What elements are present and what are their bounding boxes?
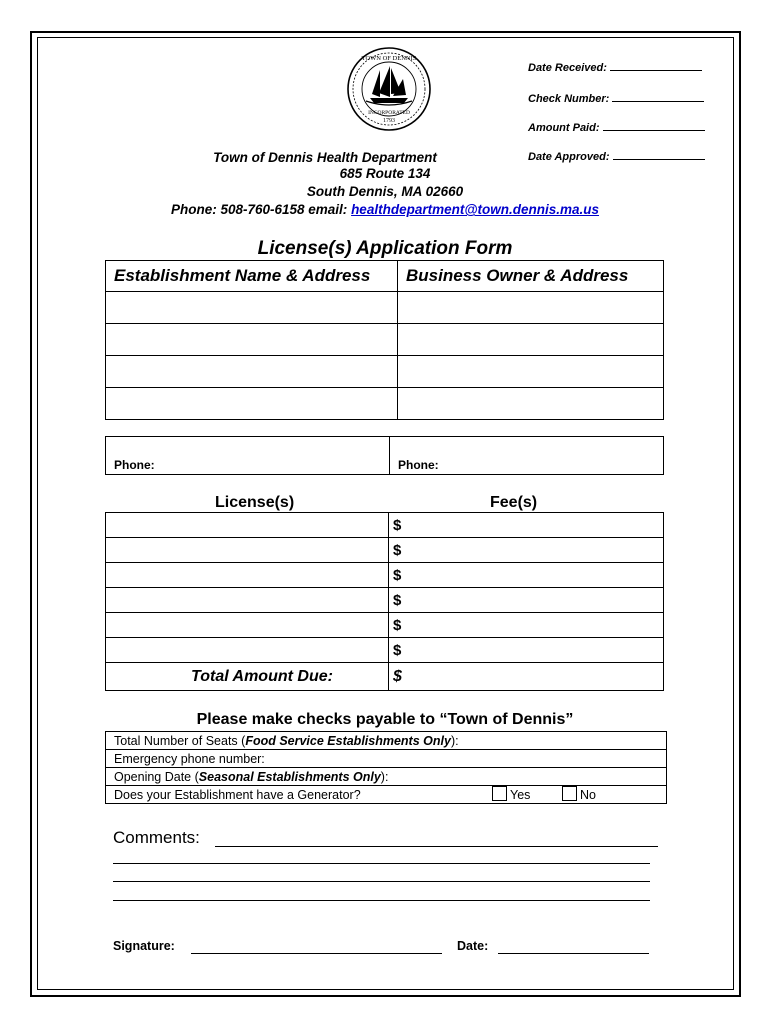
date-label: Date: (457, 939, 489, 953)
table-row (106, 324, 664, 356)
table-row (106, 638, 664, 663)
establishment-phone-field[interactable]: Phone: (106, 437, 390, 475)
generator-no-checkbox[interactable] (562, 786, 577, 801)
comments-line[interactable] (215, 846, 658, 847)
date-received-blank[interactable] (610, 60, 702, 71)
seal-legend-top: TOWN OF DENNIS (361, 55, 417, 62)
date-received-label: Date Received: (528, 62, 607, 74)
table-row (106, 513, 664, 538)
generator-yes-label: Yes (510, 788, 531, 802)
town-seal-logo (346, 46, 432, 132)
seats-qualifier: Food Service Establishments Only (245, 733, 451, 748)
table-row (106, 356, 664, 388)
license-field[interactable] (106, 538, 389, 563)
emergency-phone-row[interactable] (106, 750, 667, 768)
seal-year: 1793 (383, 118, 395, 124)
comments-line[interactable] (113, 900, 650, 901)
generator-no-label: No (580, 788, 596, 802)
table-row (106, 292, 664, 324)
generator-row (106, 786, 667, 804)
license-field[interactable] (106, 588, 389, 613)
owner-phone-field[interactable]: Phone: (390, 437, 664, 475)
licenses-header: License(s) (215, 494, 295, 511)
total-amount-field[interactable]: $ (389, 663, 664, 691)
fee-field[interactable]: $ (389, 638, 664, 663)
establishment-owner-table (105, 260, 664, 420)
date-line[interactable] (498, 953, 649, 954)
license-field[interactable] (106, 613, 389, 638)
check-number-row (528, 91, 704, 105)
establishment-field[interactable] (106, 356, 398, 388)
comments-line[interactable] (113, 863, 650, 864)
table-row (106, 563, 664, 588)
table-row (106, 388, 664, 420)
establishment-field[interactable] (106, 388, 398, 420)
signature-label: Signature: (113, 939, 175, 953)
owner-field[interactable] (398, 388, 664, 420)
license-field[interactable] (106, 638, 389, 663)
table-row (106, 588, 664, 613)
generator-yes-checkbox[interactable] (492, 786, 507, 801)
department-street: 685 Route 134 (339, 166, 431, 181)
generator-question: Does your Establishment have a Generator? (114, 788, 361, 802)
fee-field[interactable]: $ (389, 513, 664, 538)
owner-field[interactable] (398, 292, 664, 324)
seats-suffix: ): (450, 733, 459, 748)
opening-date-qualifier: Seasonal Establishments Only (198, 769, 381, 784)
comments-label: Comments: (113, 828, 200, 847)
email-link[interactable]: healthdepartment@town.dennis.ma.us (351, 202, 600, 217)
establishment-info-table (105, 731, 667, 804)
opening-date-label: Opening Date ( (114, 769, 199, 784)
table-header-row (106, 261, 664, 292)
establishment-field[interactable] (106, 324, 398, 356)
phone-table (105, 436, 664, 475)
total-row (106, 663, 664, 691)
seats-row[interactable] (106, 732, 667, 750)
amount-paid-row (528, 120, 705, 134)
seats-label: Total Number of Seats ( (114, 733, 246, 748)
fee-field[interactable]: $ (389, 538, 664, 563)
fee-field[interactable]: $ (389, 588, 664, 613)
fees-header: Fee(s) (490, 494, 538, 511)
amount-paid-blank[interactable] (603, 120, 705, 131)
fee-field[interactable]: $ (389, 563, 664, 588)
department-name: Town of Dennis Health Department (213, 150, 437, 165)
comments-line[interactable] (113, 881, 650, 882)
form-title: License(s) Application Form (257, 238, 513, 259)
establishment-header: Establishment Name & Address (106, 261, 398, 292)
emergency-phone-label: Emergency phone number: (106, 750, 667, 768)
signature-line[interactable] (191, 953, 442, 954)
establishment-field[interactable] (106, 292, 398, 324)
check-number-label: Check Number: (528, 93, 610, 105)
license-field[interactable] (106, 513, 389, 538)
opening-date-row[interactable] (106, 768, 667, 786)
department-city: South Dennis, MA 02660 (306, 184, 464, 199)
license-field[interactable] (106, 563, 389, 588)
date-approved-label: Date Approved: (528, 151, 610, 163)
phone-email-label: Phone: 508-760-6158 email: (170, 202, 352, 217)
date-received-row (528, 60, 702, 74)
table-row (106, 613, 664, 638)
total-amount-label: Total Amount Due: (106, 663, 389, 691)
owner-field[interactable] (398, 356, 664, 388)
fee-field[interactable]: $ (389, 613, 664, 638)
seal-legend-incorporated: INCORPORATED (368, 110, 410, 116)
owner-field[interactable] (398, 324, 664, 356)
checks-payable-note: Please make checks payable to “Town of Dennis” (196, 711, 574, 728)
check-number-blank[interactable] (612, 91, 704, 102)
table-row (106, 437, 664, 475)
amount-paid-label: Amount Paid: (528, 122, 600, 134)
license-fee-table (105, 512, 664, 691)
opening-date-suffix: ): (380, 769, 389, 784)
table-row (106, 538, 664, 563)
department-contact (40, 202, 730, 217)
owner-header: Business Owner & Address (398, 261, 664, 292)
